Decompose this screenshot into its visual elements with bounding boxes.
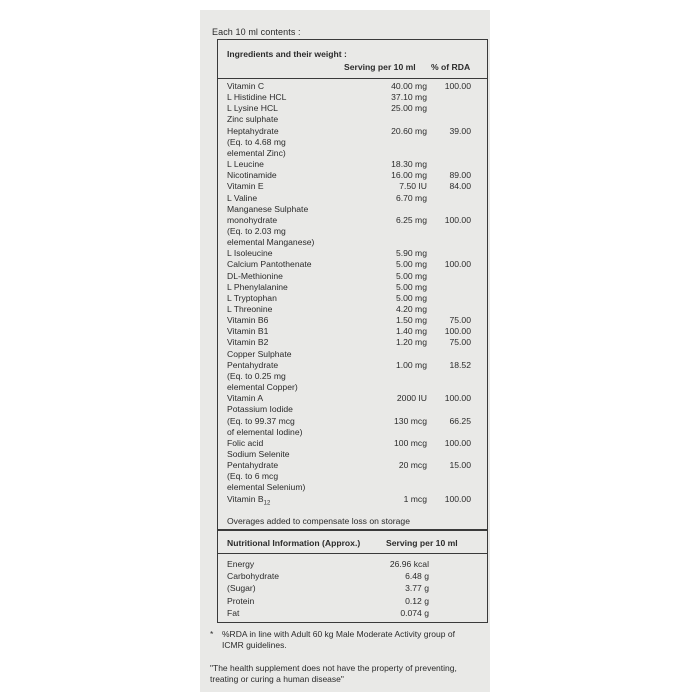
ingredient-name: Heptahydrate (227, 125, 279, 136)
ingredient-name: elemental Manganese) (227, 237, 315, 248)
ingredient-serving: 1 mcg (403, 493, 427, 504)
ingredient-name: Vitamin B1 (227, 326, 269, 337)
ingredient-name: L Lysine HCL (227, 103, 278, 114)
rda-column-header: % of RDA (431, 62, 471, 72)
ingredient-name: Pentahydrate (227, 460, 279, 471)
ingredient-rda: 18.52 (449, 359, 471, 370)
ingredient-name: Calcium Pantothenate (227, 259, 312, 270)
ingredient-name: elemental Zinc) (227, 147, 286, 158)
ingredient-row (218, 204, 487, 215)
ingredient-name: Vitamin C (227, 81, 265, 91)
ingredient-row (218, 237, 487, 248)
ingredient-name: L Phenylalanine (227, 281, 288, 292)
ingredient-rda: 100.00 (444, 393, 471, 404)
ingredient-row (218, 170, 487, 181)
serving-column-header: Serving per 10 ml (344, 62, 416, 72)
ingredient-name: elemental Copper) (227, 382, 298, 393)
ingredient-name: (Eq. to 2.03 mg (227, 225, 286, 236)
ingredient-name: Pentahydrate (227, 359, 279, 370)
ingredient-serving: 40.00 mg (391, 81, 427, 91)
nutrient-name: Carbohydrate (227, 571, 280, 582)
ingredient-name: Sodium Selenite (227, 448, 290, 459)
ingredient-row (218, 259, 487, 270)
ingredient-rda: 89.00 (449, 170, 471, 181)
ingredient-name: Potassium Iodide (227, 404, 293, 415)
contents-header: Each 10 ml contents : (212, 27, 301, 37)
ingredient-name: L Threonine (227, 304, 273, 314)
ingredient-rda: 66.25 (449, 415, 471, 426)
ingredient-row (218, 326, 487, 337)
ingredient-serving: 5.00 mg (395, 281, 427, 292)
ingredient-name: Copper Sulphate (227, 348, 292, 359)
ingredient-row (218, 215, 487, 226)
ingredient-rda: 75.00 (449, 337, 471, 348)
ingredient-row (218, 81, 487, 92)
nutrient-name: Energy (227, 559, 255, 569)
ingredient-row (218, 460, 487, 471)
ingredient-name: Zinc sulphate (227, 114, 279, 125)
ingredient-serving: 5.00 mg (395, 292, 427, 303)
ingredient-serving: 100 mcg (394, 437, 427, 448)
ingredient-rda: 100.00 (444, 437, 471, 448)
ingredient-row (218, 148, 487, 159)
ingredient-name: DL-Methionine (227, 270, 283, 281)
ingredient-name-subscript: 12 (263, 500, 271, 507)
ingredient-rda: 75.00 (449, 315, 471, 326)
ingredient-row (218, 92, 487, 103)
ingredient-row (218, 349, 487, 360)
ingredient-name: L Tryptophan (227, 292, 277, 303)
ingredients-title: Ingredients and their weight : (227, 49, 347, 59)
ingredient-row (218, 193, 487, 204)
ingredient-rda: 100.00 (444, 214, 471, 225)
ingredient-serving: 1.50 mg (395, 315, 427, 326)
label-panel (200, 10, 490, 692)
ingredient-row (218, 494, 487, 505)
nutrient-value: 6.48 g (405, 571, 429, 582)
ingredient-name: Vitamin B6 (227, 315, 269, 326)
ingredient-row (218, 404, 487, 415)
ingredient-serving: 20 mcg (398, 460, 427, 471)
ingredient-serving: 25.00 mg (391, 103, 427, 114)
ingredient-name: Nicotinamide (227, 170, 277, 181)
ingredient-name: Vitamin $B_{12}$ (227, 493, 271, 507)
ingredient-name: (Eq. to 4.68 mg (227, 136, 286, 147)
ingredient-name: of elemental Iodine) (227, 426, 303, 437)
ingredient-row (218, 337, 487, 348)
nutrient-value: 0.074 g (400, 607, 429, 618)
ingredient-row (218, 382, 487, 393)
overages-note: Overages added to compensate loss on storage (227, 516, 410, 526)
nutrient-name: (Sugar) (227, 583, 256, 594)
ingredient-row (218, 248, 487, 259)
ingredient-row (218, 181, 487, 192)
ingredient-row (218, 159, 487, 170)
ingredient-row (218, 271, 487, 282)
ingredient-serving: 1.40 mg (395, 326, 427, 337)
ingredient-rda: 100.00 (444, 81, 471, 91)
ingredient-serving: 2000 IU (396, 393, 427, 404)
ingredient-row (218, 438, 487, 449)
ingredient-row (218, 427, 487, 438)
ingredient-serving: 6.70 mg (395, 192, 427, 203)
ingredient-row (218, 304, 487, 315)
ingredient-serving: 18.30 mg (391, 159, 427, 170)
ingredient-name: elemental Selenium) (227, 482, 306, 493)
ingredient-name: (Eq. to 0.25 mg (227, 370, 286, 381)
ingredient-row (218, 315, 487, 326)
ingredient-serving: 4.20 mg (395, 304, 427, 314)
ingredient-row (218, 360, 487, 371)
ingredient-name: L Histidine HCL (227, 92, 287, 103)
ingredient-row (218, 126, 487, 137)
ingredient-serving: 37.10 mg (391, 92, 427, 103)
ingredient-serving: 6.25 mg (395, 214, 427, 225)
ingredient-row (218, 393, 487, 404)
ingredient-serving: 1.00 mg (395, 359, 427, 370)
ingredient-name: monohydrate (227, 214, 278, 225)
nutrition-title: Nutritional Information (Approx.) (227, 538, 361, 548)
nutrition-table (217, 530, 488, 623)
ingredient-name: (Eq. to 6 mcg (227, 471, 279, 482)
nutrition-row (218, 570, 487, 582)
ingredient-rda: 100.00 (444, 493, 471, 504)
nutrition-row (218, 607, 487, 619)
ingredient-name: L Valine (227, 192, 258, 203)
nutrition-row (218, 595, 487, 607)
ingredient-row (218, 114, 487, 125)
ingredient-row (218, 293, 487, 304)
ingredient-name: Folic acid (227, 437, 264, 448)
ingredient-rda: 100.00 (444, 326, 471, 337)
ingredient-rda: 15.00 (449, 460, 471, 471)
ingredient-row (218, 137, 487, 148)
ingredient-serving: 20.60 mg (391, 125, 427, 136)
nutrient-name: Protein (227, 595, 255, 606)
nutrition-row (218, 558, 487, 570)
ingredient-name: Vitamin A (227, 393, 264, 404)
ingredient-row (218, 226, 487, 237)
ingredient-row (218, 482, 487, 493)
ingredient-name: Vitamin E (227, 181, 264, 192)
ingredient-rda: 84.00 (449, 181, 471, 192)
ingredient-serving: 1.20 mg (395, 337, 427, 348)
header-divider (218, 78, 487, 79)
ingredient-row (218, 449, 487, 460)
ingredient-serving: 130 mcg (394, 415, 427, 426)
nutrition-row (218, 582, 487, 594)
ingredient-serving: 16.00 mg (391, 170, 427, 181)
disclaimer: "The health supplement does not have the property of preventing, treating or curing a human disease" (210, 663, 457, 684)
ingredient-serving: 5.90 mg (395, 248, 427, 259)
ingredient-rda: 100.00 (444, 259, 471, 270)
ingredient-serving: 5.00 mg (395, 270, 427, 281)
ingredient-serving: 5.00 mg (395, 259, 427, 270)
nutrient-value: 26.96 kcal (389, 559, 429, 569)
ingredient-row (218, 371, 487, 382)
ingredient-rda: 39.00 (449, 125, 471, 136)
rda-footnote: * %RDA in line with Adult 60 kg Male Moderate Activity group of ICMR guidelines. (210, 629, 455, 650)
ingredient-name: L Leucine (227, 159, 264, 170)
ingredient-name: (Eq. to 99.37 mcg (227, 415, 295, 426)
nutrient-value: 0.12 g (405, 595, 429, 606)
ingredient-row (218, 103, 487, 114)
nutrient-value: 3.77 g (405, 583, 429, 594)
ingredients-table (217, 39, 488, 530)
ingredient-row (218, 282, 487, 293)
nutrition-divider (218, 553, 487, 554)
ingredient-serving: 7.50 IU (399, 181, 427, 192)
ingredient-name: L Isoleucine (227, 248, 273, 259)
nutrient-name: Fat (227, 607, 240, 618)
nutrition-serving-header: Serving per 10 ml (386, 538, 458, 548)
ingredient-name: Manganese Sulphate (227, 203, 309, 214)
ingredient-row (218, 416, 487, 427)
ingredient-row (218, 471, 487, 482)
ingredient-name: Vitamin B2 (227, 337, 269, 348)
